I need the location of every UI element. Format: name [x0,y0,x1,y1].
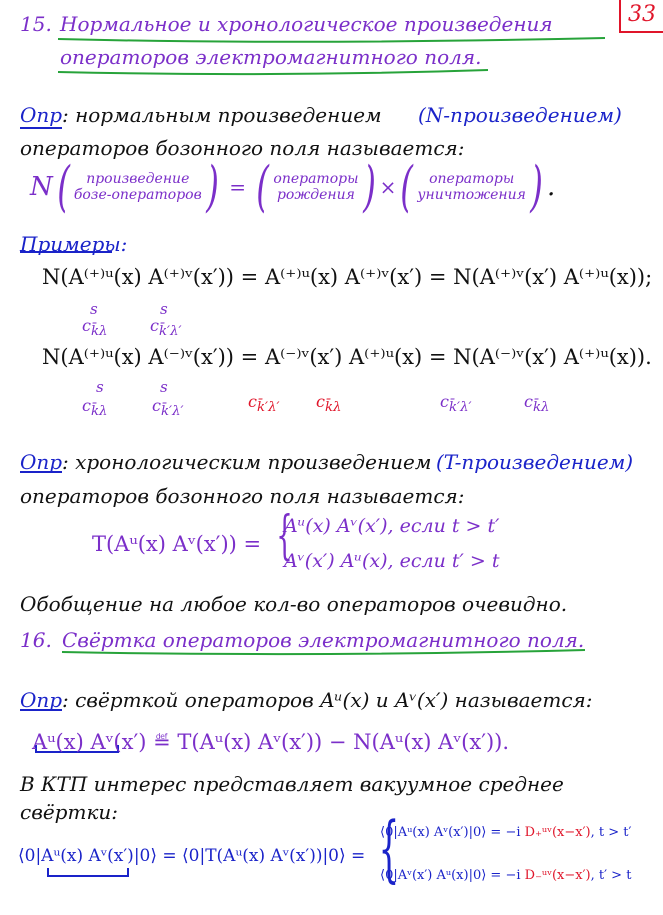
example2-annotation-s1: s [96,378,104,396]
def2-label: Опр [20,450,63,474]
def2-paren: (T-произведением) [436,450,634,474]
page-number: 33 [628,2,656,27]
example2-annotation-c2: $c_{k̄'\lambda'}$ [152,396,184,420]
def2-text2: операторов бозонного поля называется: [20,484,465,508]
final-case2-left: ⟨0|Aᵛ(x′) Aᵘ(x)|0⟩ = −i [380,868,521,883]
example2-annotation-c5: $c_{k̄'\lambda'}$ [440,392,472,416]
example2-annotation-c3: $c_{k̄'\lambda'}$ [248,392,280,416]
section-16-title: Свёртка операторов электромагнитного поля. [62,628,585,652]
final-case2-cond: , t′ > t [590,868,632,883]
def1-formula: N( произведение бозе-операторов) = ( операторы рождения ) ×( операторы уничтожения) . [30,155,556,218]
example1-annotation-s2: s [160,300,168,318]
def1-text2: операторов бозонного поля называется: [20,136,465,160]
example-line-1: N(A⁽⁺⁾ᵘ(x) A⁽⁺⁾ᵛ(x′)) = A⁽⁺⁾ᵘ(x) A⁽⁺⁾ᵛ(x′) = N(A⁽⁺⁾ᵛ(x′) A⁽⁺⁾ᵘ(x)); [42,265,653,289]
def1-paren: (N-произведением) [418,103,622,127]
def2-text1: : хронологическим произведением [62,450,432,474]
final-case1-D: D₊ᵘᵛ(x−x′) [524,825,591,840]
final-lhs: ⟨0|Aᵘ(x) Aᵛ(x′)|0⟩ = ⟨0|T(Aᵘ(x) Aᵛ(x′))|0⟩ = [18,846,366,866]
example1-annotation-c2: $c_{k̄'\lambda'}$ [150,316,182,340]
def2-case1: Aᵘ(x) Aᵛ(x′), если t > t′ [284,515,500,537]
example1-annotation-s1: s [90,300,98,318]
example2-annotation-c6: $c_{k̄\lambda}$ [524,392,550,416]
def1-label: Опр [20,103,63,127]
def1-times: × [379,175,397,199]
example2-annotation-s2: s [160,378,168,396]
def1-frac-bot: бозе-операторов [73,187,202,203]
def3-label: Опр [20,688,63,712]
example2-annotation-c1: $c_{k̄\lambda}$ [82,396,108,420]
ktp-line2: свёртки: [20,800,119,824]
def1-eq: = [229,175,246,199]
def1-frac-top: произведение [86,171,190,187]
section-16-number: 16. [20,628,52,652]
def3-formula: Aᵘ(x) Aᵛ(x′) ≝ T(Aᵘ(x) Aᵛ(x′)) − N(Aᵘ(x) Aᵛ(x′)). [32,730,510,754]
def1-op1-bot: рождения [276,187,355,203]
example1-annotation-c1: $c_{k̄\lambda}$ [82,316,108,340]
final-case1-cond: , t > t′ [590,825,632,840]
title-underline-1 [58,38,605,42]
final-case1-left: ⟨0|Aᵘ(x) Aᵛ(x′)|0⟩ = −i [380,825,521,840]
final-brace: { [378,806,400,890]
examples-label: Примеры: [20,232,128,256]
example-line-2: N(A⁽⁺⁾ᵘ(x) A⁽⁻⁾ᵛ(x′)) = A⁽⁻⁾ᵛ(x′) A⁽⁺⁾ᵘ(x) = N(A⁽⁻⁾ᵛ(x′) A⁽⁺⁾ᵘ(x)). [42,345,652,369]
example2-annotation-c4: $c_{k̄\lambda}$ [316,392,342,416]
ktp-line1: В КТП интерес представляет вакуумное среднее [20,772,564,796]
def1-op2-bot: уничтожения [417,187,526,203]
def2-brace: { [276,506,293,566]
section-15-title-line1: Нормальное и хронологическое произведения [60,12,553,36]
final-case2 [380,868,631,883]
section-15-title-line2: операторов электромагнитного поля. [60,45,482,69]
general-remark: Обобщение на любое кол-во операторов очевидно. [20,592,568,616]
section-15-number: 15. [20,12,52,36]
def1-dot: . [546,172,556,202]
def1-N: N [30,172,53,202]
def3-text: : свёрткой операторов Aᵘ(x) и Aᵛ(x′) называется: [62,688,593,712]
def2-case2: Aᵛ(x′) Aᵘ(x), если t′ > t [284,550,500,572]
def1-op2-top: операторы [429,171,515,187]
def1-op1-top: операторы [273,171,359,187]
final-case1 [380,825,631,840]
final-case2-D: D₋ᵘᵛ(x−x′) [524,868,591,883]
def1-text1: : нормальным произведением [62,103,382,127]
def2-lhs: T(Aᵘ(x) Aᵛ(x′)) = [92,532,262,556]
title-underline-2 [58,70,488,74]
contraction-bracket-2 [48,868,128,876]
